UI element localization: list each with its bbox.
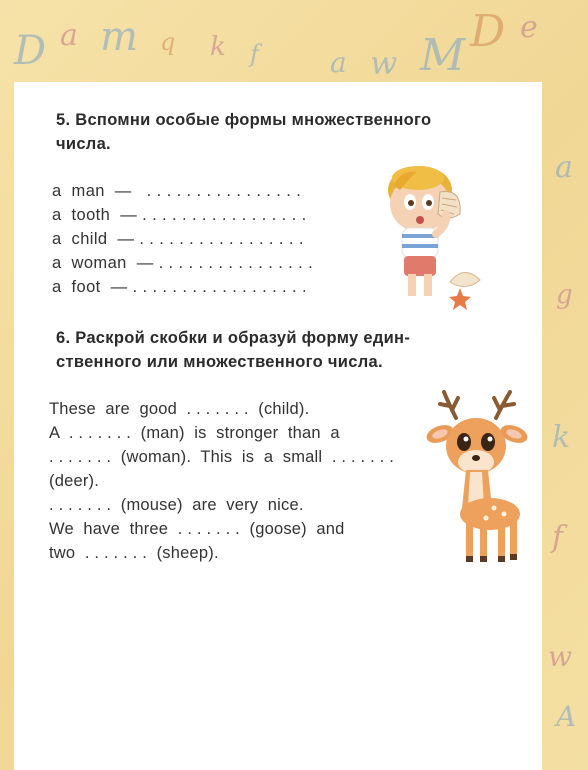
- decor-letter: f: [250, 40, 259, 68]
- decor-letter: a: [60, 18, 78, 53]
- exercise-5-item: a child — . . . . . . . . . . . . . . . . .: [52, 230, 304, 248]
- decor-letter: a: [330, 46, 347, 79]
- decor-letter: w: [548, 640, 572, 673]
- exercise-6-line: (deer).: [49, 472, 99, 490]
- decor-letter: M: [420, 30, 466, 81]
- decor-letter: q: [160, 28, 176, 56]
- boy-with-shell-illustration: [378, 160, 498, 310]
- exercise-6-line: We have three . . . . . . . (goose) and: [49, 520, 345, 538]
- exercise-5-item: a tooth — . . . . . . . . . . . . . . . . .: [52, 206, 307, 224]
- exercise-6-line: . . . . . . . (woman). This is a small . . . . . . .: [49, 448, 395, 466]
- decor-letter: k: [210, 32, 226, 62]
- exercise-5-item: a woman — . . . . . . . . . . . . . . . .: [52, 254, 314, 272]
- decor-letter: g: [556, 280, 573, 310]
- decor-letter: m: [100, 14, 138, 60]
- exercise-5-title-line1: 5. Вспомни особые формы множественного: [56, 111, 432, 129]
- exercise-6-line: . . . . . . . (mouse) are very nice.: [49, 496, 304, 514]
- decor-letter: k: [552, 420, 571, 455]
- decor-letter: w: [370, 44, 398, 82]
- decor-letter: A: [556, 700, 577, 733]
- exercise-6-title-line2: ственного или множественного числа.: [56, 353, 383, 371]
- deer-illustration: [418, 388, 538, 568]
- decor-letter: D: [14, 28, 47, 74]
- decor-letter: D: [470, 6, 506, 57]
- exercise-6-line: These are good . . . . . . . (child).: [49, 400, 310, 418]
- exercise-6-line: A . . . . . . . (man) is stronger than a: [49, 424, 340, 442]
- exercise-5-item: a man — . . . . . . . . . . . . . . . .: [52, 182, 302, 200]
- exercise-6-title-line1: 6. Раскрой скобки и образуй форму един-: [56, 329, 411, 347]
- exercise-5-item: a foot — . . . . . . . . . . . . . . . . . .: [52, 278, 307, 296]
- decor-letter: f: [552, 520, 564, 555]
- exercise-6-line: two . . . . . . . (sheep).: [49, 544, 219, 562]
- decor-letter: a: [555, 150, 573, 185]
- decor-letter: e: [520, 10, 538, 45]
- exercise-5-title-line2: числа.: [56, 135, 111, 153]
